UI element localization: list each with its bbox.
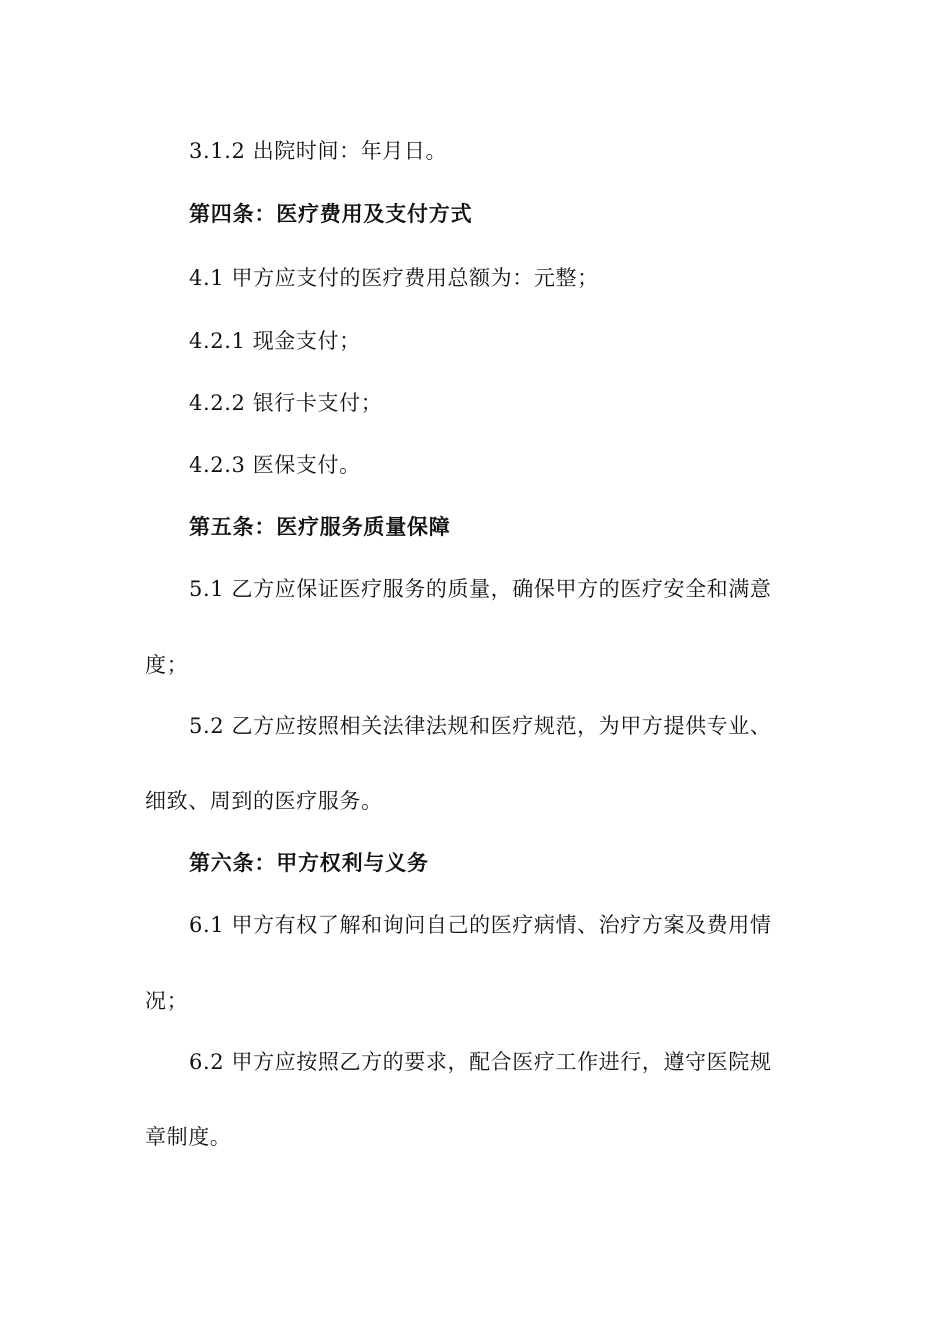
- clause-6-2-line-1: 6.2 甲方应按照乙方的要求，配合医疗工作进行，遵守医院规: [189, 1050, 772, 1074]
- clause-6-2-line-2: 章制度。: [145, 1125, 232, 1149]
- clause-6-1-line-2: 况；: [145, 989, 189, 1013]
- clause-5-2-line-1: 5.2 乙方应按照相关法律法规和医疗规范，为甲方提供专业、: [189, 714, 772, 738]
- article-6-heading: 第六条：甲方权利与义务: [189, 850, 429, 875]
- clause-5-1-line-2: 度；: [145, 653, 189, 677]
- clause-4-2-1: 4.2.1 现金支付；: [189, 329, 361, 353]
- clause-6-1-line-1: 6.1 甲方有权了解和询问自己的医疗病情、治疗方案及费用情: [189, 913, 772, 937]
- article-5-heading: 第五条：医疗服务质量保障: [189, 514, 451, 539]
- article-4-heading: 第四条：医疗费用及支付方式: [189, 201, 473, 226]
- clause-4-1: 4.1 甲方应支付的医疗费用总额为：元整；: [189, 266, 599, 290]
- clause-3-1-2: 3.1.2 出院时间：年月日。: [189, 139, 448, 163]
- clause-4-2-3: 4.2.3 医保支付。: [189, 453, 361, 477]
- clause-5-2-line-2: 细致、周到的医疗服务。: [145, 789, 383, 813]
- clause-5-1-line-1: 5.1 乙方应保证医疗服务的质量，确保甲方的医疗安全和满意: [189, 577, 772, 601]
- clause-4-2-2: 4.2.2 银行卡支付；: [189, 391, 383, 415]
